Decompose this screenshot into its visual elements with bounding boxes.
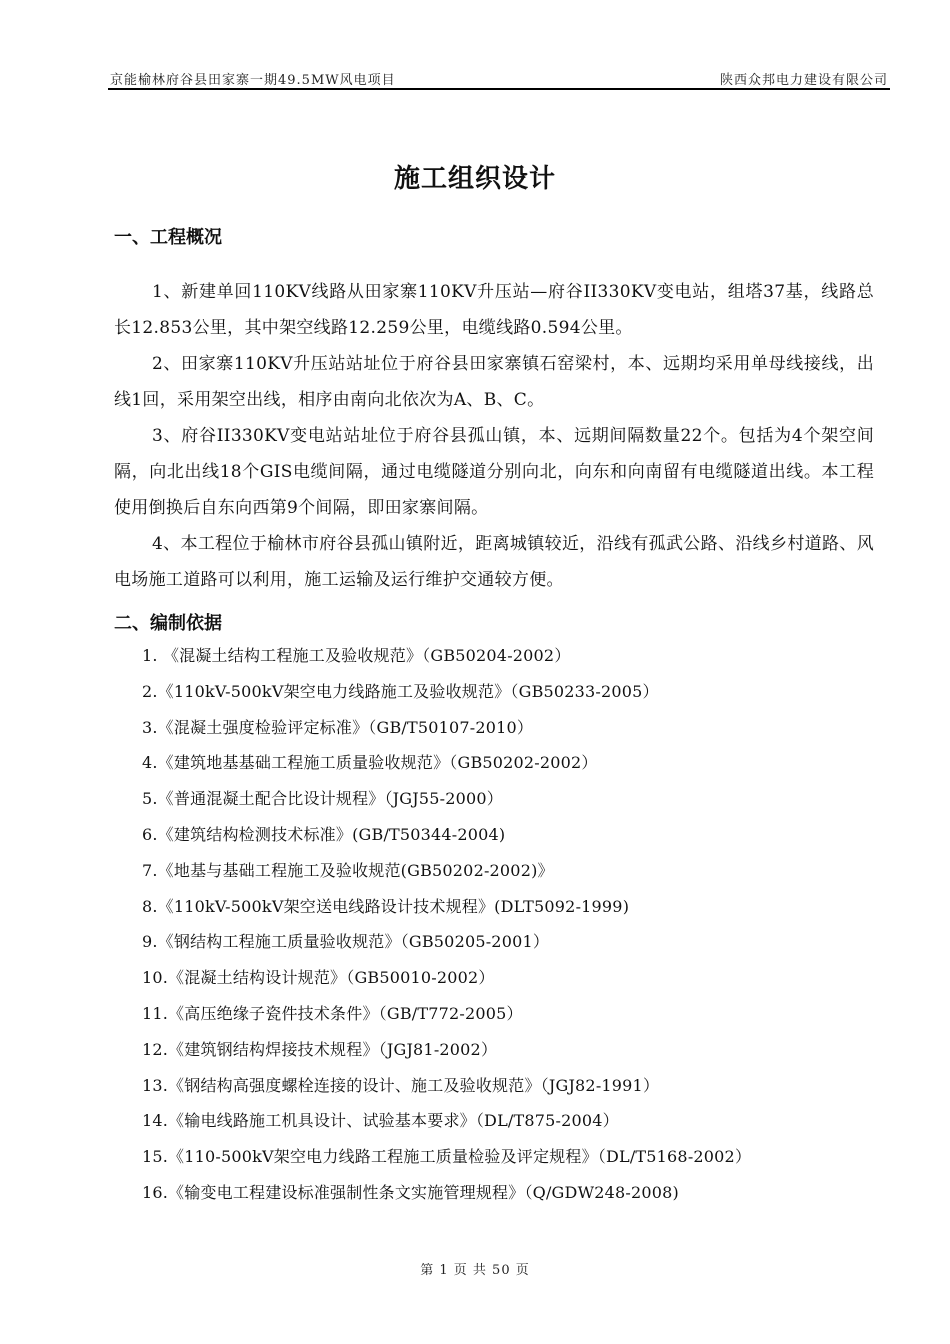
overview-paragraph-2: 2、田家寨110KV升压站站址位于府谷县田家寨镇石窑梁村，本、远期均采用单母线接线，出线1回，采用架空出线，相序由南向北依次为A、B、C。 [114, 354, 874, 410]
reference-item: 8.《110kV-500kV架空送电线路设计技术规程》(DLT5092-1999) [142, 896, 630, 916]
reference-item: 10.《混凝土结构设计规范》（GB50010-2002） [142, 968, 495, 988]
header-company-name: 陕西众邦电力建设有限公司 [719, 73, 888, 88]
page-header [110, 66, 888, 88]
reference-item: 3.《混凝土强度检验评定标准》（GB/T50107-2010） [142, 717, 534, 737]
reference-item: 11.《高压绝缘子瓷件技术条件》（GB/T772-2005） [142, 1003, 523, 1023]
overview-paragraph-3: 3、府谷II330KV变电站站址位于府谷县孤山镇，本、远期间隔数量22个。包括为4个架空间隔，向北出线18个GIS电缆间隔，通过电缆隧道分别向北，向东和向南留有电缆隧道出线。本工程使用倒换后自东向西第9个间隔，即田家寨间隔。 [114, 426, 874, 518]
section-heading-basis: 二、编制依据 [114, 613, 222, 634]
overview-paragraph-4: 4、本工程位于榆林市府谷县孤山镇附近，距离城镇较近，沿线有孤武公路、沿线乡村道路、风电场施工道路可以利用，施工运输及运行维护交通较方便。 [114, 534, 874, 590]
reference-item: 4.《建筑地基基础工程施工质量验收规范》（GB50202-2002） [142, 753, 598, 773]
document-title: 施工组织设计 [393, 164, 556, 194]
reference-item: 16.《输变电工程建设标准强制性条文实施管理规程》（Q/GDW248-2008) [142, 1182, 679, 1202]
reference-item: 2.《110kV-500kV架空电力线路施工及验收规范》（GB50233-2005） [142, 681, 659, 701]
header-divider [108, 88, 890, 90]
reference-item: 13.《钢结构高强度螺栓连接的设计、施工及验收规范》（JGJ82-1991） [142, 1075, 660, 1095]
reference-item: 9.《钢结构工程施工质量验收规范》（GB50205-2001） [142, 932, 550, 952]
reference-item: 12.《建筑钢结构焊接技术规程》（JGJ81-2002） [142, 1039, 498, 1059]
reference-item: 14.《输电线路施工机具设计、试验基本要求》（DL/T875-2004） [142, 1111, 619, 1131]
header-project-name: 京能榆林府谷县田家寨一期49.5MW风电项目 [110, 73, 396, 88]
reference-item: 1. 《混凝土结构工程施工及验收规范》（GB50204-2002） [142, 646, 571, 665]
reference-list [142, 638, 882, 1211]
section-heading-overview: 一、工程概况 [114, 227, 222, 248]
reference-item: 5.《普通混凝土配合比设计规程》（JGJ55-2000） [142, 789, 503, 809]
reference-item: 6.《建筑结构检测技术标准》(GB/T50344-2004) [142, 824, 506, 844]
page-number-footer: 第 1 页 共 50 页 [420, 1263, 530, 1278]
reference-item: 15.《110-500kV架空电力线路工程施工质量检验及评定规程》（DL/T5168-2002） [142, 1147, 752, 1167]
overview-paragraph-1: 1、新建单回110KV线路从田家寨110KV升压站—府谷II330KV变电站，组塔37基，线路总长12.853公里，其中架空线路12.259公里，电缆线路0.594公里。 [114, 282, 874, 338]
reference-item: 7.《地基与基础工程施工及验收规范(GB50202-2002)》 [142, 860, 554, 880]
